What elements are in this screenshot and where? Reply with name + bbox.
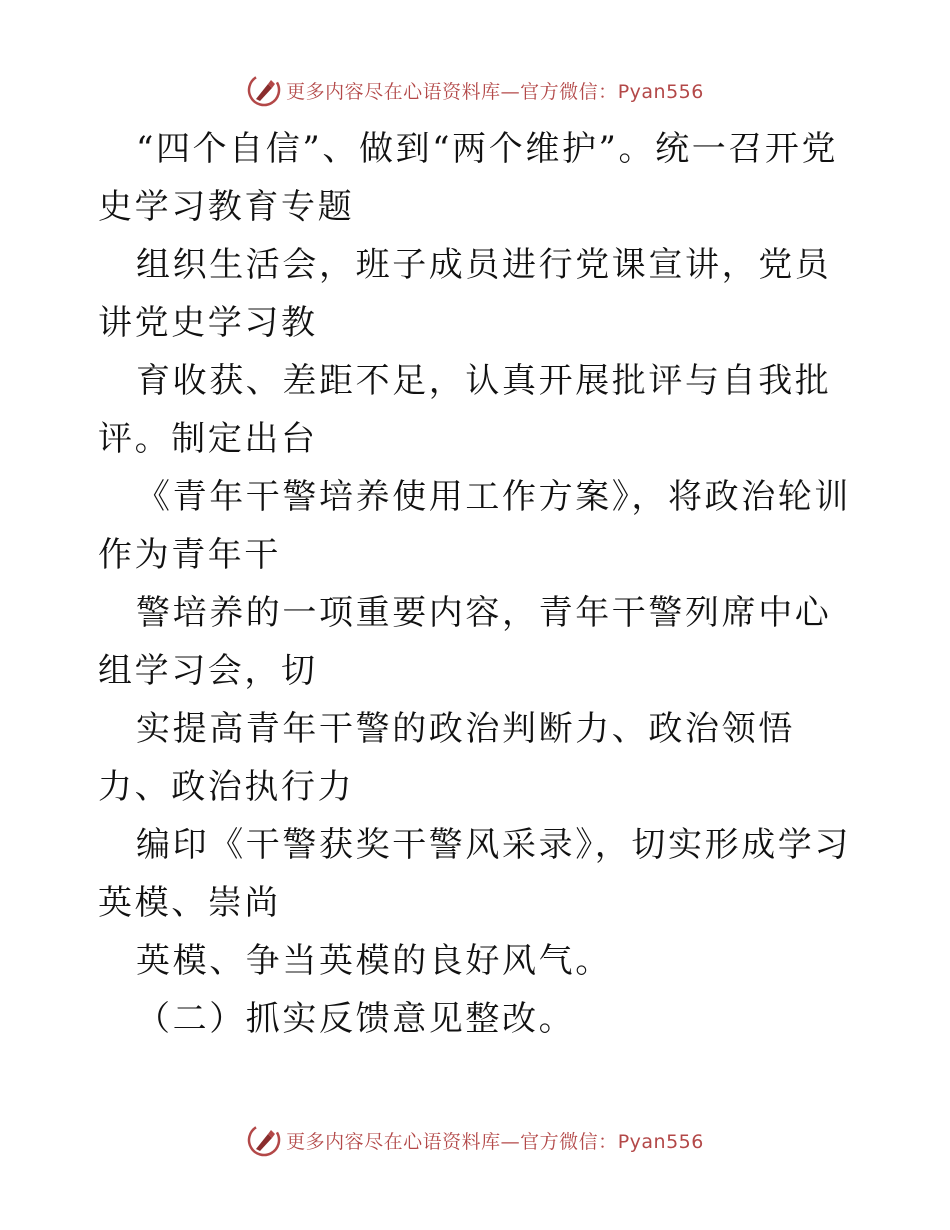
paragraph: 育收获、差距不足，认真开展批评与自我批评。制定出台 — [98, 361, 832, 459]
paragraph: 组织生活会，班子成员进行党课宣讲，党员讲党史学习教 — [98, 245, 832, 343]
banner-text: 更多内容尽在心语资料库—官方微信：Pyan556 — [286, 1130, 704, 1153]
section-heading: （二）抓实反馈意见整改。 — [136, 999, 576, 1039]
pen-nib-logo-icon — [246, 1122, 282, 1158]
document-body — [98, 120, 858, 1048]
paragraph: 实提高青年干警的政治判断力、政治领悟力、政治执行力 — [98, 709, 795, 807]
pen-nib-logo-icon — [246, 72, 282, 108]
wechat-id: Pyan556 — [617, 80, 704, 103]
paragraph: 编印《干警获奖干警风采录》，切实形成学习英模、崇尚 — [98, 825, 851, 923]
paragraph: 英模、争当英模的良好风气。 — [136, 941, 612, 981]
footer-banner — [0, 1120, 950, 1160]
paragraph: “四个自信”、做到“两个维护”。统一召开党史学习教育专题 — [98, 129, 839, 227]
banner-text: 更多内容尽在心语资料库—官方微信：Pyan556 — [286, 80, 704, 103]
wechat-id: Pyan556 — [617, 1130, 704, 1153]
paragraph: 《青年干警培养使用工作方案》，将政治轮训作为青年干 — [98, 477, 851, 575]
header-banner — [0, 70, 950, 110]
paragraph: 警培养的一项重要内容，青年干警列席中心组学习会，切 — [98, 593, 832, 691]
